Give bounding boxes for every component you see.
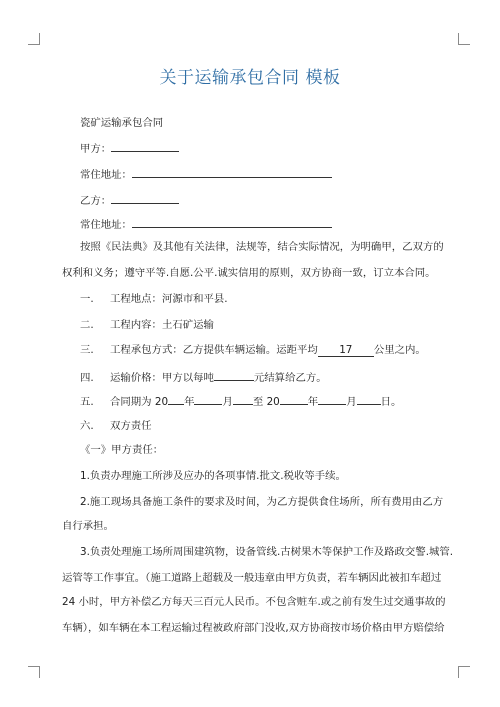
document-title: 关于运输承包合同 模板	[159, 68, 341, 88]
clause-1	[80, 292, 228, 306]
address-a-blank[interactable]	[132, 166, 332, 178]
party-b-blank[interactable]	[111, 192, 179, 204]
distance-blank[interactable]: 17	[318, 344, 374, 357]
address-b-label: 常住地址：	[80, 219, 132, 231]
crop-mark-bottom-right	[458, 666, 470, 678]
party-a-label: 甲方：	[80, 143, 112, 155]
start-day-blank[interactable]	[233, 393, 253, 405]
item-3-line-4: 车辆），如车辆在本工程运输过程被政府部门没收,双方协商按市场价格由甲方赔偿给	[62, 622, 445, 634]
clause-text: 双方责任	[110, 420, 152, 432]
clause-text-end: 公里之内。	[373, 344, 426, 356]
clause-number: 五.	[80, 396, 94, 408]
to-label: 至 20	[252, 396, 280, 408]
year-label: 年	[184, 396, 195, 408]
clause-number: 四.	[80, 372, 94, 384]
party-a-blank[interactable]	[111, 140, 179, 152]
clause-5	[80, 393, 401, 409]
crop-mark-bottom-left	[28, 666, 40, 678]
item-2-line-2: 自行承担。	[62, 520, 114, 532]
item-3-line-2: 运管等工作事宜。（施工道路上超载及一般违章由甲方负责，若车辆因此被扣车超过	[62, 572, 442, 584]
party-b-label: 乙方：	[80, 195, 112, 207]
contract-term-text: 合同期为 20	[110, 396, 169, 408]
party-b-line	[80, 192, 179, 208]
day-label: 日。	[380, 396, 402, 408]
start-month-blank[interactable]	[194, 393, 222, 405]
start-year-blank[interactable]	[168, 393, 184, 405]
clause-6	[80, 419, 152, 433]
intro-line-2: 权利和义务；遵守平等.自愿.公平.诚实信用的原则，双方协商一致，订立本合同。	[62, 267, 436, 279]
clause-4	[80, 369, 327, 385]
address-b-line	[80, 216, 332, 232]
item-3-line-1: 3.负责处理施工场所周围建筑物，设备管线.古树果木等保护工作及路政交警.城管.	[80, 546, 454, 558]
clause-3	[80, 343, 426, 357]
clause-number: 二.	[80, 319, 94, 331]
month-label: 月	[222, 396, 233, 408]
year-label: 年	[307, 396, 319, 408]
end-year-blank[interactable]	[280, 393, 308, 405]
clause-text: 工程承包方式：乙方提供车辆运输。运距平均	[110, 344, 318, 356]
crop-mark-top-left	[28, 33, 40, 45]
address-a-line	[80, 166, 332, 182]
price-blank[interactable]	[214, 369, 254, 381]
intro-line-1: 按照《民法典》及其他有关法律，法规等，结合实际情况，为明确甲，乙双方的	[80, 241, 444, 253]
crop-mark-top-right	[458, 33, 470, 45]
clause-text: 运输价格：甲方以每吨	[110, 372, 214, 384]
item-2-line-1: 2.施工现场具备施工条件的要求及时间，为乙方提供食住场所，所有费用由乙方	[80, 496, 444, 508]
item-1: 1.负责办理施工所涉及应办的各项事情.批文.税收等手续。	[80, 470, 346, 482]
subtitle: 瓷矿运输承包合同	[80, 117, 164, 129]
address-a-label: 常住地址：	[80, 169, 132, 181]
month-label: 月	[346, 396, 357, 408]
clause-text-end: 元结算给乙方。	[253, 372, 327, 384]
section-party-a-duties: 《一》甲方责任：	[80, 444, 164, 456]
clause-number: 三.	[80, 344, 94, 356]
end-month-blank[interactable]	[318, 393, 346, 405]
clause-text: 工程内容：土石矿运输	[110, 319, 214, 331]
clause-number: 六.	[80, 420, 94, 432]
address-b-blank[interactable]	[132, 216, 332, 228]
clause-number: 一.	[80, 293, 94, 305]
item-3-line-3: 24 小时，甲方补偿乙方每天三百元人民币。不包含赃车.或之前有发生过交通事故的	[62, 596, 446, 608]
clause-2	[80, 318, 214, 332]
party-a-line	[80, 140, 179, 156]
clause-text: 工程地点：河源市和平县.	[110, 293, 228, 305]
end-day-blank[interactable]	[357, 393, 381, 405]
